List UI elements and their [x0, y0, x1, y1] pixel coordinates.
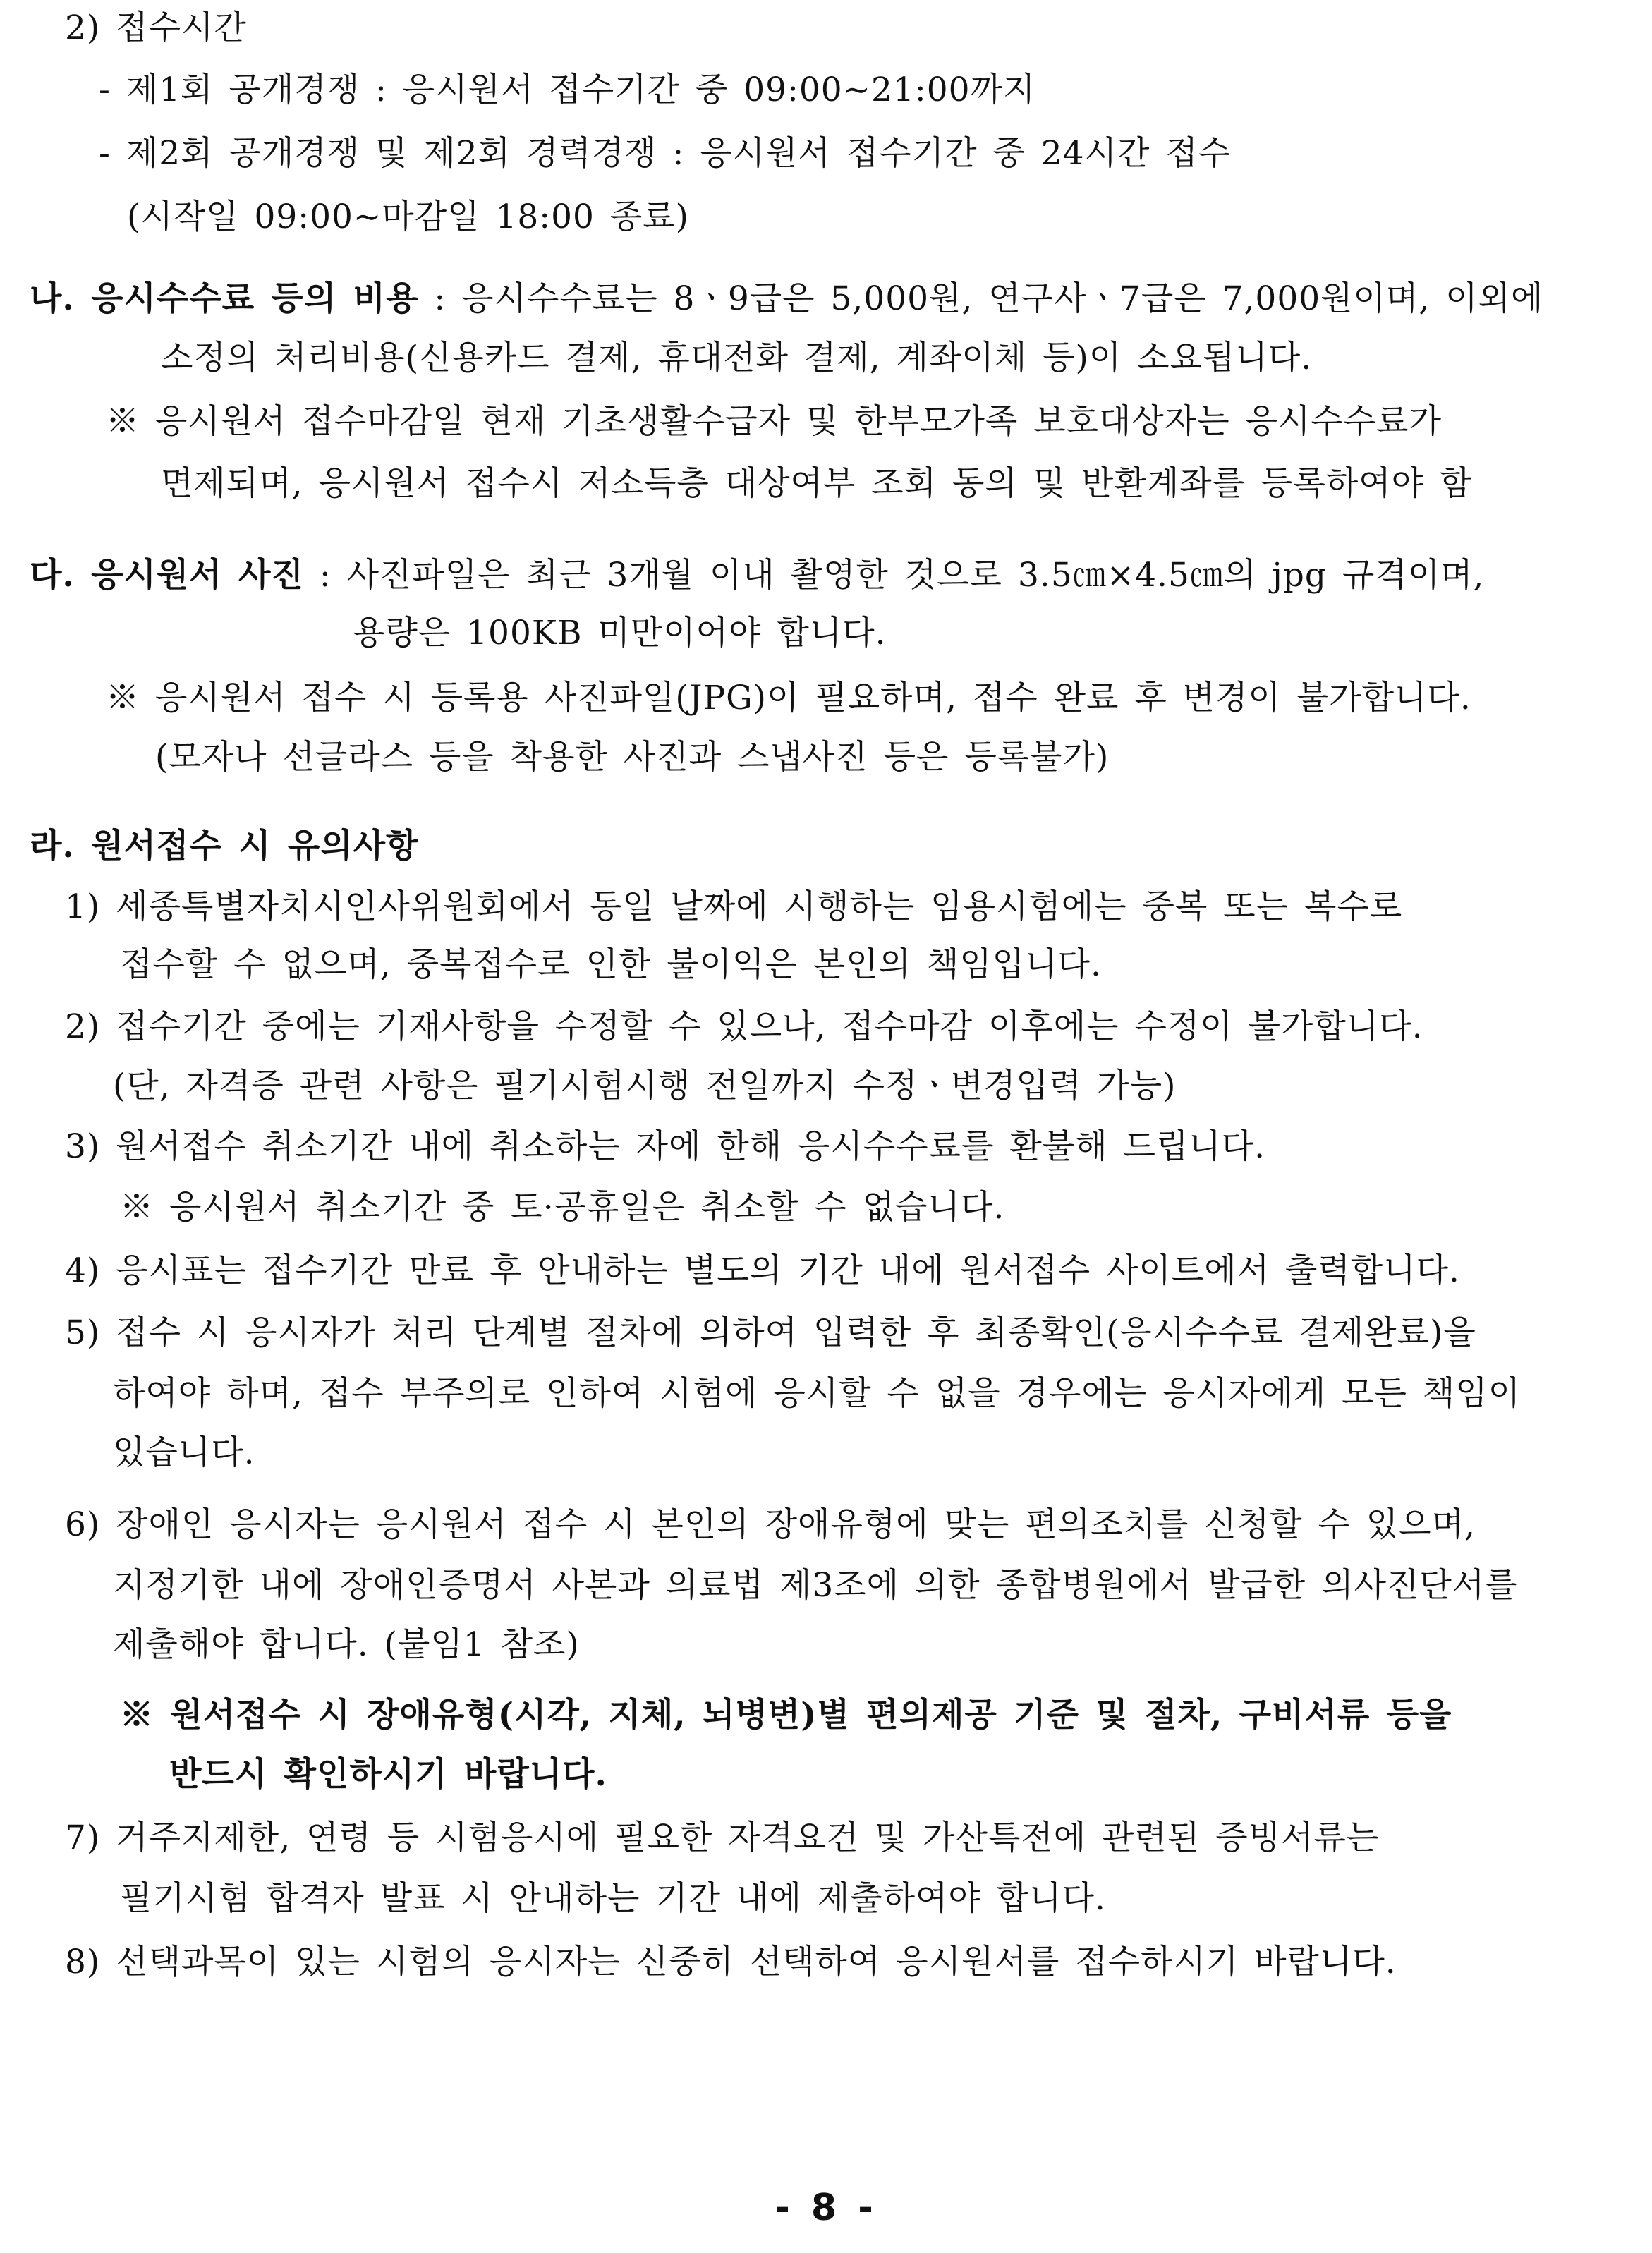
intro-bullet-2-note: (시작일 09:00∼마감일 18:00 종료)	[127, 198, 689, 236]
section-ra-item-1-line-2: 접수할 수 없으며, 중복접수로 인한 불이익은 본인의 책임입니다.	[120, 945, 1102, 984]
section-ra-item-5-line-1: 5) 접수 시 응시자가 처리 단계별 절차에 의하여 입력한 후 최종확인(응시수수료 결제완료)을	[65, 1313, 1476, 1352]
section-ra-item-6-note-line-1: ※ 원서접수 시 장애유형(시각, 지체, 뇌병변)별 편의제공 기준 및 절차, 구비서류 등을	[120, 1696, 1452, 1735]
section-ra-item-2-line-1: 2) 접수기간 중에는 기재사항을 수정할 수 있으나, 접수마감 이후에는 수정이 불가합니다.	[65, 1007, 1423, 1046]
section-da-separator: :	[303, 556, 347, 595]
section-da-note-1: ※ 응시원서 접수 시 등록용 사진파일(JPG)이 필요하며, 접수 완료 후 변경이 불가합니다.	[106, 679, 1471, 717]
section-da-text-1: 사진파일은 최근 3개월 이내 촬영한 것으로 3.5㎝×4.5㎝의 jpg 규격이며,	[346, 556, 1485, 595]
section-ra-item-5-line-3: 있습니다.	[113, 1433, 255, 1472]
section-ra-item-7-line-1: 7) 거주지제한, 연령 등 시험응시에 필요한 자격요건 및 가산특전에 관련된 증빙서류는	[65, 1818, 1380, 1857]
section-da-text-2: 용량은 100KB 미만이어야 합니다.	[353, 614, 887, 652]
section-na-text-1: 응시수수료는 8ㆍ9급은 5,000원, 연구사ㆍ7급은 7,000원이며, 이외에	[461, 279, 1544, 318]
section-na-heading: 나. 응시수수료 등의 비용	[30, 279, 419, 318]
section-ra-item-5-line-2: 하여야 하며, 접수 부주의로 인하여 시험에 응시할 수 없을 경우에는 응시자에게 모든 책임이	[113, 1374, 1522, 1413]
section-ra-item-4-line-1: 4) 응시표는 접수기간 만료 후 안내하는 별도의 기간 내에 원서접수 사이트에서 출력합니다.	[65, 1251, 1460, 1290]
section-ra-item-3-note: ※ 응시원서 취소기간 중 토·공휴일은 취소할 수 없습니다.	[120, 1188, 1005, 1227]
section-da-heading: 다. 응시원서 사진	[30, 556, 304, 595]
section-ra-item-2-line-2: (단, 자격증 관련 사항은 필기시험시행 전일까지 수정ㆍ변경입력 가능)	[113, 1067, 1177, 1105]
section-na-separator: :	[418, 279, 462, 318]
section-ra-heading: 라. 원서접수 시 유의사항	[30, 827, 419, 866]
intro-bullet-1: - 제1회 공개경쟁 : 응시원서 접수기간 중 09:00∼21:00까지	[99, 71, 1036, 109]
section-ra-item-8-line-1: 8) 선택과목이 있는 시험의 응시자는 신중히 선택하여 응시원서를 접수하시기 바랍니다.	[65, 1943, 1397, 1981]
section-na-text-2: 소정의 처리비용(신용카드 결제, 휴대전화 결제, 계좌이체 등)이 소요됩니다.	[161, 339, 1313, 377]
section-na-line-1	[30, 278, 1543, 320]
section-ra-item-6-note-line-2: 반드시 확인하시기 바랍니다.	[169, 1755, 607, 1794]
section-na-note-2: 면제되며, 응시원서 접수시 저소득층 대상여부 조회 동의 및 반환계좌를 등록하여야 함	[161, 464, 1473, 503]
section-ra-item-7-line-2: 필기시험 합격자 발표 시 안내하는 기간 내에 제출하여야 합니다.	[120, 1879, 1106, 1918]
section-ra-item-1-line-1: 1) 세종특별자치시인사위원회에서 동일 날짜에 시행하는 임용시험에는 중복 또는 복수로	[65, 887, 1403, 926]
section-ra-item-6-line-1: 6) 장애인 응시자는 응시원서 접수 시 본인의 장애유형에 맞는 편의조치를 신청할 수 있으며,	[65, 1505, 1476, 1544]
section-ra-item-6-line-3: 제출해야 합니다. (붙임1 참조)	[113, 1625, 580, 1664]
section-da-line-1	[30, 554, 1484, 597]
intro-item-2-heading: 2) 접수시간	[65, 8, 247, 47]
intro-bullet-2: - 제2회 공개경쟁 및 제2회 경력경쟁 : 응시원서 접수기간 중 24시간 접수	[99, 134, 1232, 173]
page-number: - 8 -	[775, 2187, 877, 2229]
section-ra-item-3-line-1: 3) 원서접수 취소기간 내에 취소하는 자에 한해 응시수수료를 환불해 드립니다.	[65, 1127, 1266, 1166]
section-ra-item-6-line-2: 지정기한 내에 장애인증명서 사본과 의료법 제3조에 의한 종합병원에서 발급한 의사진단서를	[113, 1566, 1518, 1605]
section-na-note-1: ※ 응시원서 접수마감일 현재 기초생활수급자 및 한부모가족 보호대상자는 응시수수료가	[106, 402, 1442, 441]
section-da-note-2: (모자나 선글라스 등을 착용한 사진과 스냅사진 등은 등록불가)	[155, 738, 1110, 777]
